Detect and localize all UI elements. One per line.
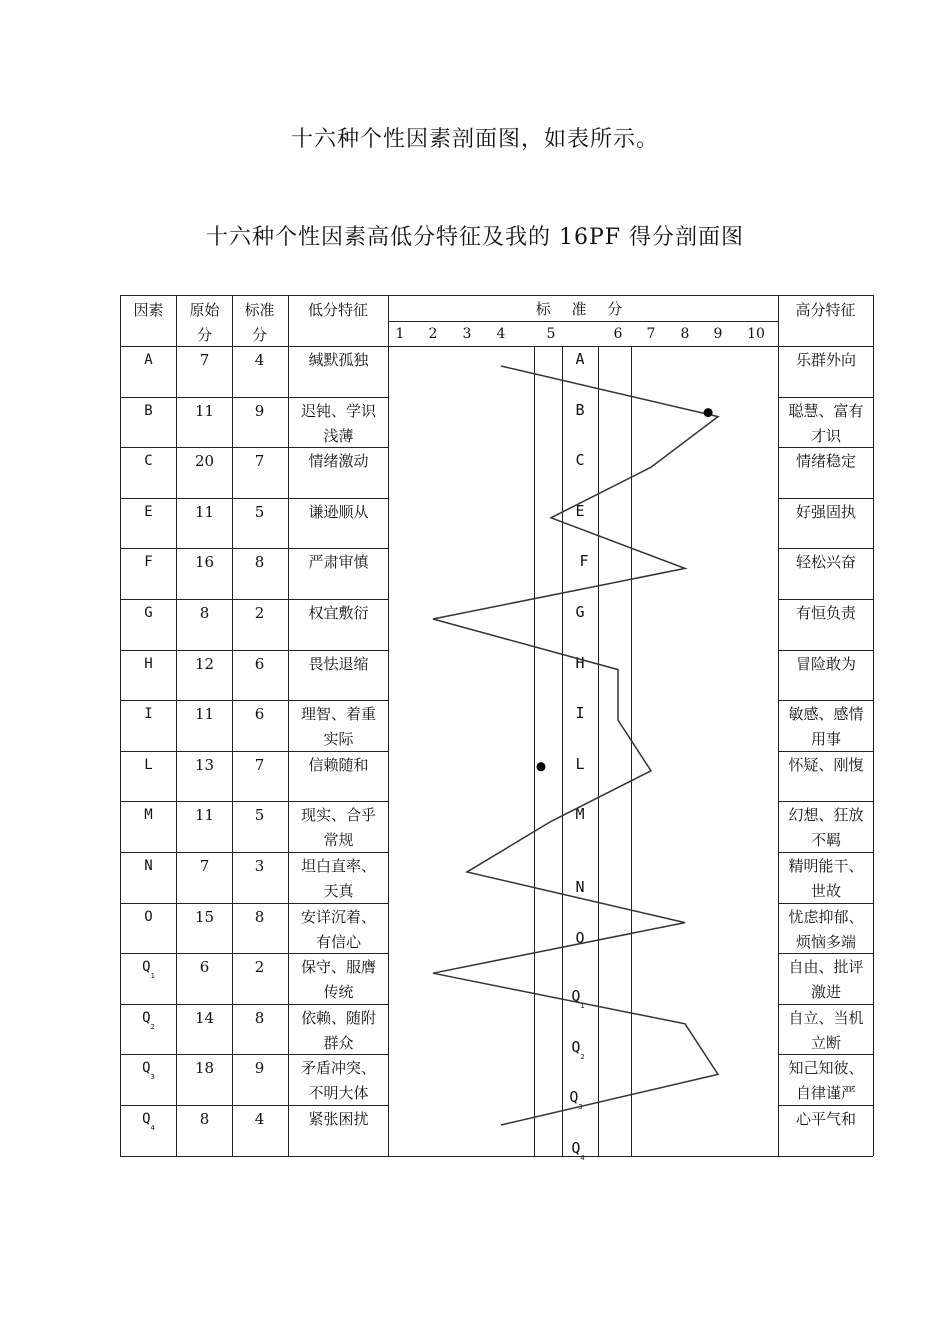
- chart-letter-subscript: 1: [580, 1002, 585, 1011]
- chart-letter-text: O: [575, 928, 585, 947]
- high-trait-text: 敏感、感情: [788, 705, 864, 724]
- high-trait-text: 烦恼多端: [795, 932, 856, 951]
- chart-letter-text: Q: [569, 1088, 579, 1107]
- raw-score: 11: [194, 705, 215, 724]
- raw-score: 8: [199, 604, 210, 622]
- low-trait-text: 坦白直率、: [300, 857, 376, 875]
- low-trait-text: 理智、着重: [300, 705, 376, 724]
- standard-score: 3: [254, 857, 265, 875]
- chart-letter-text: Q: [571, 1139, 581, 1157]
- low-trait-text: 传统: [323, 983, 354, 1002]
- factor-code: I: [144, 706, 153, 723]
- header-standard-score-line2: 分: [251, 326, 267, 344]
- header-high-traits: 高分特征: [795, 301, 856, 319]
- scale-tick-label: 5: [546, 326, 556, 342]
- high-trait-text: 精明能干、: [788, 857, 864, 875]
- chart-letter-text: E: [575, 501, 585, 520]
- low-trait-text: 缄默孤独: [308, 351, 369, 369]
- standard-score: 4: [254, 1110, 265, 1128]
- standard-score: 8: [254, 1008, 265, 1027]
- header-factor: 因素: [133, 301, 164, 319]
- factor-subscript: 4: [150, 1124, 155, 1132]
- chart-letter-text: Q: [571, 1037, 581, 1056]
- high-trait-text: 有恒负责: [795, 604, 856, 622]
- chart-letter-text: C: [575, 451, 585, 470]
- scale-tick-label: 10: [747, 326, 765, 342]
- high-trait-text: 乐群外向: [795, 351, 856, 369]
- high-trait-text: 知己知彼、: [788, 1059, 864, 1078]
- factor-code: $Q_3$: [142, 1060, 155, 1082]
- low-trait-text: 矛盾冲突、: [300, 1059, 376, 1078]
- scale-tick-label: 6: [613, 326, 623, 342]
- raw-score: 16: [194, 553, 215, 572]
- standard-score: 4: [254, 351, 265, 369]
- factor-code: $Q_2$: [142, 1009, 155, 1031]
- high-trait-text: 情绪稳定: [795, 452, 856, 471]
- low-trait-text: 安详沉着、: [300, 907, 376, 926]
- low-trait-text: 常规: [323, 831, 354, 850]
- low-trait-text: 畏怯退缩: [308, 654, 369, 673]
- factor-code: A: [144, 352, 153, 368]
- standard-score: 7: [254, 452, 265, 471]
- high-trait-text: 世故: [810, 882, 841, 900]
- scale-tick-label: 8: [680, 326, 690, 342]
- low-trait-text: 权宜敷衍: [308, 604, 369, 622]
- low-trait-text: 现实、合乎: [300, 806, 376, 825]
- low-trait-text: 情绪激动: [308, 452, 369, 471]
- standard-score: 9: [254, 401, 265, 420]
- chart-letter-text: F: [579, 552, 589, 571]
- raw-score: 12: [194, 654, 215, 673]
- high-trait-text: 自由、批评: [788, 958, 864, 977]
- factor-subscript: 3: [150, 1073, 155, 1082]
- raw-score: 14: [194, 1008, 215, 1027]
- raw-score: 11: [194, 502, 215, 521]
- chart-letter-text: M: [575, 805, 585, 824]
- factor-code: B: [144, 402, 153, 419]
- high-trait-text: 自立、当机: [788, 1008, 864, 1027]
- header-standard-score-line1: 标准: [244, 301, 275, 319]
- header-low-traits: 低分特征: [307, 301, 368, 319]
- chart-letter-text: I: [575, 704, 585, 723]
- raw-score: 13: [194, 755, 215, 774]
- high-trait-text: 才识: [810, 426, 841, 445]
- high-trait-text: 自律谨严: [795, 1084, 856, 1103]
- high-trait-text: 聪慧、富有: [788, 401, 864, 420]
- scale-tick-label: 7: [646, 326, 656, 342]
- profile-markers: [537, 408, 713, 771]
- profile-marker-dot: [537, 762, 546, 771]
- low-trait-text: 紧张困扰: [308, 1110, 369, 1128]
- standard-score: 2: [254, 604, 265, 622]
- raw-score: 7: [199, 857, 210, 875]
- chart-letter-text: Q: [571, 987, 581, 1006]
- high-trait-text: 用事: [810, 730, 841, 749]
- header-standard-scale: 标 准 分: [535, 300, 631, 318]
- factor-code: N: [144, 858, 153, 874]
- scale-tick-label: 2: [428, 326, 438, 342]
- factor-code: $Q_1$: [142, 959, 155, 981]
- scale-tick-label: 4: [496, 326, 506, 342]
- high-trait-text: 怀疑、刚愎: [788, 755, 864, 774]
- standard-score: 9: [254, 1059, 265, 1078]
- factor-subscript: 2: [150, 1022, 155, 1031]
- factor-code: E: [144, 503, 153, 520]
- table-title: 十六种个性因素高低分特征及我的 16PF 得分剖面图: [205, 225, 745, 250]
- factor-code: C: [144, 453, 153, 470]
- chart-letter-subscript: 3: [578, 1103, 583, 1112]
- raw-score: 11: [194, 806, 215, 825]
- low-trait-text: 迟钝、学识: [300, 401, 376, 420]
- high-trait-text: 冒险敢为: [795, 654, 856, 673]
- scale-tick-label: 9: [713, 326, 723, 342]
- chart-letter-text: L: [575, 754, 585, 773]
- scale-tick-label: 3: [462, 326, 472, 342]
- header-raw-score-line1: 原始: [189, 301, 220, 319]
- high-trait-text: 立断: [810, 1033, 841, 1052]
- low-trait-text: 严肃审慎: [308, 553, 369, 572]
- low-trait-text: 信赖随和: [308, 755, 369, 774]
- raw-score: 18: [194, 1059, 215, 1078]
- chart-letter-text: G: [575, 603, 585, 621]
- low-trait-text: 有信心: [315, 932, 361, 951]
- profile-marker-dot: [704, 408, 713, 417]
- low-trait-text: 天真: [323, 882, 354, 900]
- low-trait-text: 不明大体: [308, 1084, 369, 1103]
- standard-score: 7: [254, 755, 265, 774]
- chart-letter-text: A: [575, 350, 585, 368]
- factor-code: O: [144, 908, 153, 925]
- factor-code: H: [144, 655, 153, 672]
- standard-score: 2: [254, 958, 265, 977]
- header-raw-score-line2: 分: [196, 326, 212, 344]
- standard-score: 6: [254, 654, 265, 673]
- high-trait-text: 不羁: [810, 831, 841, 850]
- page-title: 十六种个性因素剖面图，如表所示。: [290, 127, 659, 152]
- high-trait-text: 幻想、狂放: [788, 806, 864, 825]
- raw-score: 20: [194, 452, 215, 471]
- standard-score: 5: [254, 806, 265, 825]
- factor-code: L: [144, 756, 153, 773]
- raw-score: 8: [199, 1110, 210, 1128]
- low-trait-text: 浅薄: [323, 426, 354, 445]
- high-trait-text: 轻松兴奋: [795, 553, 856, 572]
- profile-line: [433, 366, 718, 1125]
- low-trait-text: 依赖、随附: [300, 1008, 376, 1027]
- raw-score: 11: [194, 401, 215, 420]
- factor-subscript: 1: [150, 972, 155, 981]
- standard-score: 8: [254, 907, 265, 926]
- factor-code: M: [144, 807, 153, 824]
- chart-letter-subscript: 4: [580, 1154, 585, 1162]
- low-trait-text: 群众: [323, 1033, 354, 1052]
- raw-score: 15: [194, 907, 215, 926]
- high-trait-text: 心平气和: [795, 1110, 856, 1128]
- scale-tick-label: 1: [395, 326, 405, 342]
- high-trait-text: 好强固执: [795, 502, 856, 521]
- factor-code: G: [144, 605, 153, 621]
- low-trait-text: 谦逊顺从: [308, 502, 369, 521]
- standard-score: 8: [254, 553, 265, 572]
- raw-score: 6: [199, 958, 210, 977]
- low-trait-text: 实际: [323, 730, 354, 749]
- high-trait-text: 忧虑抑郁、: [788, 907, 864, 926]
- factor-code: $Q_4$: [142, 1111, 155, 1132]
- chart-letter-subscript: 2: [580, 1052, 585, 1061]
- chart-letter-text: H: [575, 653, 585, 672]
- chart-letter-text: B: [575, 400, 585, 419]
- high-trait-text: 激进: [810, 983, 841, 1002]
- raw-score: 7: [199, 351, 210, 369]
- standard-score: 6: [254, 705, 265, 724]
- chart-letter-text: N: [575, 878, 585, 896]
- low-trait-text: 保守、服膺: [300, 958, 376, 977]
- standard-score: 5: [254, 502, 265, 521]
- factor-code: F: [144, 554, 153, 571]
